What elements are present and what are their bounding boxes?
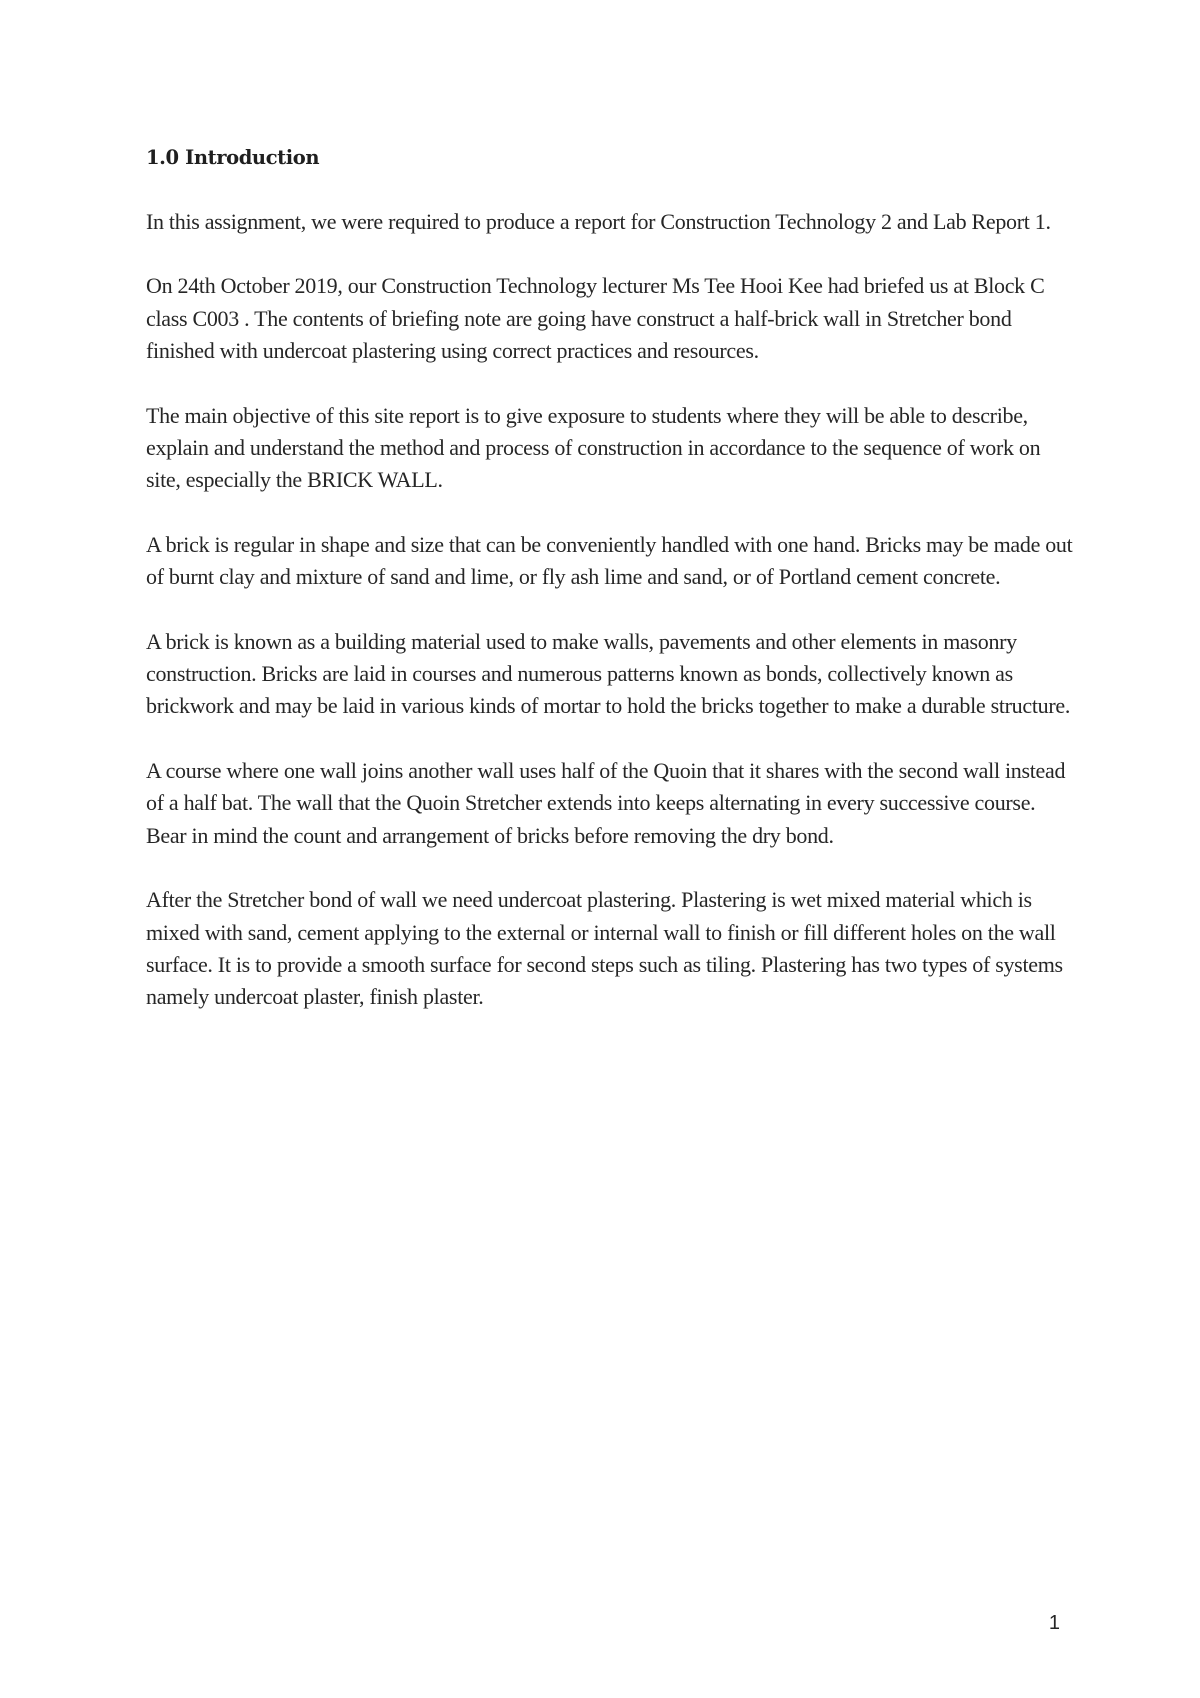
paragraph-quoin-course: A course where one wall joins another wall uses half of the Quoin that it shares with the second wall instead of a half bat. The wall that the Quoin Stretcher extends into keeps alternating in every successive course. Bear in mind the count and arrangement of bricks before removing the dry bond. bbox=[146, 757, 1066, 848]
paragraph-assignment: In this assignment, we were required to produce a report for Construction Technology 2 and Lab Report 1. bbox=[146, 209, 1051, 234]
section-heading: 1.0 Introduction bbox=[146, 146, 320, 169]
paragraph-briefing: On 24th October 2019, our Construction Technology lecturer Ms Tee Hooi Kee had briefed us at Block C class C003 . The contents of briefing note are going have construct a half-brick wall in Stretcher bond finished with undercoat plastering using correct practices and resources. bbox=[146, 273, 1045, 364]
document-body bbox=[146, 142, 1076, 1046]
page-number: 1 bbox=[1048, 1612, 1060, 1634]
paragraph-objective: The main objective of this site report is to give exposure to students where they will be able to describe, explain and understand the method and process of construction in accordance to the sequence of work on site, especially the BRICK WALL. bbox=[146, 402, 1041, 493]
paragraph-brick-definition: A brick is regular in shape and size that can be conveniently handled with one hand. Bricks may be made out of burnt clay and mixture of sand and lime, or fly ash lime and sand, or of Portland cement concrete. bbox=[146, 531, 1073, 590]
paragraph-brick-material: A brick is known as a building material used to make walls, pavements and other elements in masonry construction. Bricks are laid in courses and numerous patterns known as bonds, collectively known as brickwork and may be laid in various kinds of mortar to hold the bricks together to make a durable structure. bbox=[146, 628, 1071, 719]
paragraph-plastering: After the Stretcher bond of wall we need undercoat plastering. Plastering is wet mixed material which is mixed with sand, cement applying to the external or internal wall to finish or fill different holes on the wall surface. It is to provide a smooth surface for second steps such as tiling. Plastering has two types of systems namely undercoat plaster, finish plaster. bbox=[146, 887, 1063, 1010]
